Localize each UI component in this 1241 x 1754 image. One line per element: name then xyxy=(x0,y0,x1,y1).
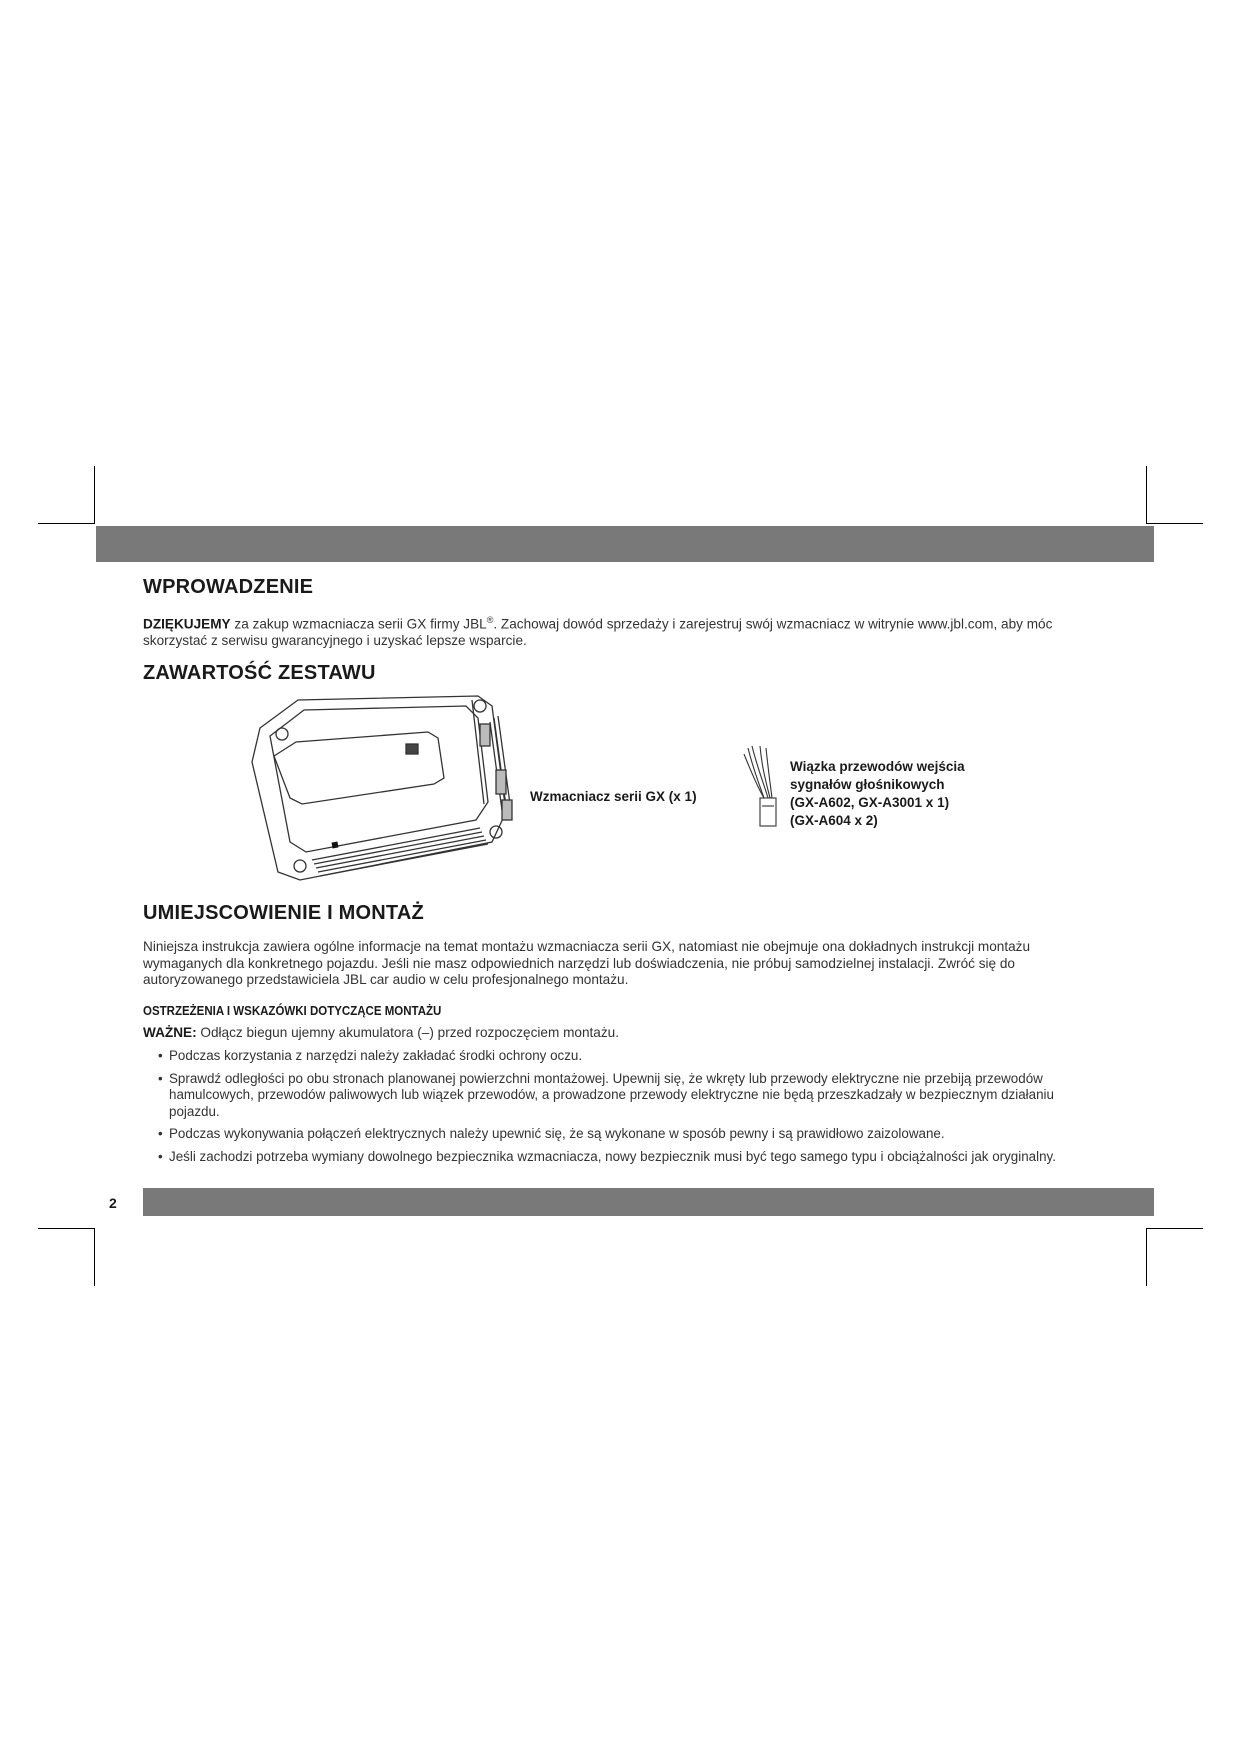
intro-heading: WPROWADZENIE xyxy=(143,576,314,598)
crop-mark-br-vertical xyxy=(1146,1228,1147,1286)
crop-mark-tl-vertical xyxy=(94,466,95,524)
header-band xyxy=(96,526,1154,562)
harness-caption-line-3: (GX-A602, GX-A3001 x 1) xyxy=(790,795,950,810)
harness-caption-line-2: sygnałów głośnikowych xyxy=(790,777,945,792)
crop-mark-tl-horizontal xyxy=(38,523,95,524)
amplifier-illustration xyxy=(240,692,540,888)
crop-mark-tr-vertical xyxy=(1146,466,1147,524)
footer-band xyxy=(143,1188,1154,1216)
intro-lead: DZIĘKUJEMY xyxy=(143,616,231,632)
mounting-paragraph: Niniejsza instrukcja zawiera ogólne informacje na temat montażu wzmacniacza serii GX, natomiast nie obejmuje ona dokładnych instrukcji montażu wymaganych dla konkretnego pojazdu. Jeśli nie masz odpowiednich narzędzi lub doświadczenia, nie próbuj samodzielnej instalacji. Zwróć się do autoryzowanego przedstawiciela JBL car audio w celu profesjonalnego montażu. xyxy=(143,939,1031,987)
intro-text-b: . Zachowaj dowód sprzedaży i zarejestruj swój wzmacniacz w witrynie www.jbl.com, aby móc skorzystać z serwisu gwarancyjnego i uzyskać lepsze wsparcie. xyxy=(143,616,1053,649)
list-item: • Sprawdź odległości po obu stronach planowanej powierzchni montażowej. Upewnij się, że wkręty lub przewody elektryczne nie przebiją przewodów hamulcowych, przewodów paliwowych lub wiązek przewodów, a prowadzone przewody elektryczne nie będą przeszkadzały w bezpiecznym działaniu pojazdu. xyxy=(158,1071,1098,1121)
crop-mark-br-horizontal xyxy=(1146,1228,1203,1229)
amp-caption: Wzmacniacz serii GX (x 1) xyxy=(530,789,697,804)
harness-caption-line-4: (GX-A604 x 2) xyxy=(790,813,878,828)
intro-paragraph xyxy=(143,612,1093,650)
important-note xyxy=(143,1025,1093,1042)
crop-mark-bl-horizontal xyxy=(38,1228,95,1229)
important-label: WAŻNE: xyxy=(143,1025,197,1040)
important-text: Odłącz biegun ujemny akumulatora (–) przed rozpoczęciem montażu. xyxy=(196,1025,619,1040)
list-item: • Jeśli zachodzi potrzeba wymiany dowolnego bezpiecznika wzmacniacza, nowy bezpiecznik musi być tego samego typu i obciążalności jak oryginalny. xyxy=(158,1149,1098,1166)
warnings-heading: OSTRZEŻENIA I WSKAZÓWKI DOTYCZĄCE MONTAŻU xyxy=(143,1004,442,1018)
page-number: 2 xyxy=(109,1195,117,1211)
intro-text-a: za zakup wzmacniacza serii GX firmy JBL xyxy=(230,616,487,632)
registered-mark: ® xyxy=(486,615,494,625)
contents-heading: ZAWARTOŚĆ ZESTAWU xyxy=(143,662,376,684)
wire-harness-illustration xyxy=(740,742,796,832)
list-item: • Podczas wykonywania połączeń elektrycznych należy upewnić się, że są wykonane w sposób pewny i są prawidłowo zaizolowane. xyxy=(158,1126,1098,1143)
harness-caption xyxy=(790,758,965,830)
list-item: • Podczas korzystania z narzędzi należy zakładać środki ochrony oczu. xyxy=(158,1048,1098,1065)
mounting-heading: UMIEJSCOWIENIE I MONTAŻ xyxy=(143,902,424,924)
crop-mark-bl-vertical xyxy=(94,1228,95,1286)
warnings-list xyxy=(158,1048,1098,1171)
harness-caption-line-1: Wiązka przewodów wejścia xyxy=(790,759,965,774)
crop-mark-tr-horizontal xyxy=(1146,523,1203,524)
